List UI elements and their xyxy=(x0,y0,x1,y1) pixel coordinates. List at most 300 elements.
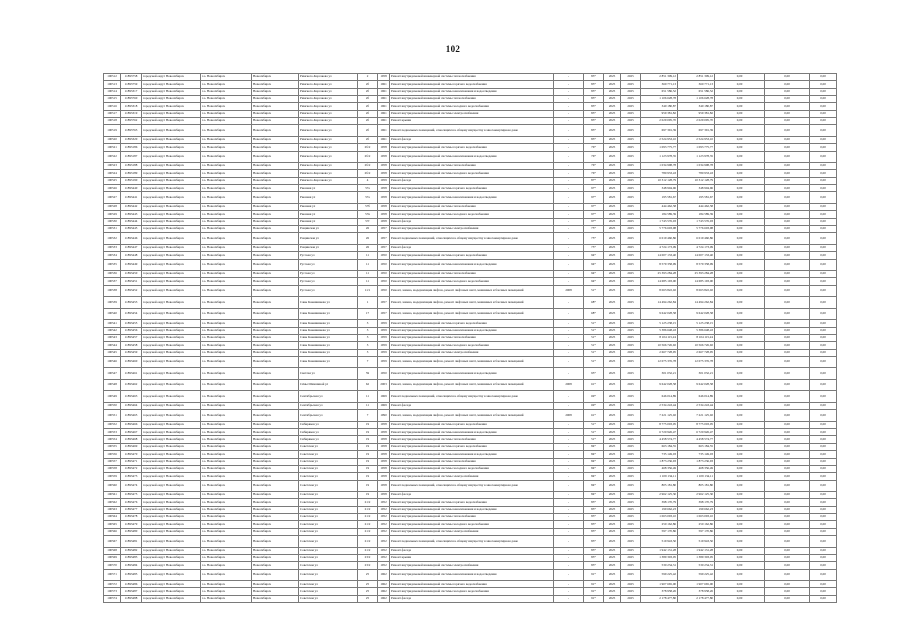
street-cell: Римского-Корсакова ул xyxy=(299,103,358,110)
fund-cell: 0,00 xyxy=(715,451,765,458)
code-cell: 11893451 xyxy=(121,278,142,285)
other-cell: 0,00 xyxy=(810,379,837,391)
budget-cell: 0,00 xyxy=(765,492,810,499)
other-cell: 0,00 xyxy=(810,562,837,569)
total-cost-cell: 1 034 998,78 xyxy=(678,163,715,170)
municipality-cell: городской округ Новосибирск xyxy=(142,465,201,472)
total-cost-cell: 2 851 309,12 xyxy=(678,74,715,81)
city-cell: г.о. Новосибирск xyxy=(201,349,252,356)
plan-year-cell: 2025 xyxy=(604,451,621,458)
code-cell: 11893464 xyxy=(121,402,142,409)
city-cell: г.о. Новосибирск xyxy=(201,492,252,499)
house-cell: 23/2 xyxy=(358,554,378,561)
fund-cell: 0,00 xyxy=(715,465,765,472)
fund-cell: 0,00 xyxy=(715,74,765,81)
city-cell: г.о. Новосибирск xyxy=(201,308,252,320)
year-cell: 1959 xyxy=(378,320,390,327)
work-type-cell: Ремонт фасада xyxy=(390,244,554,251)
prev-year-cell: 2008 xyxy=(554,285,584,297)
work-type-cell: Ремонт внутридомовой инженерной системы канализования и водоотведения xyxy=(390,368,554,380)
total-cost-cell: 9 642 028,58 xyxy=(678,308,715,320)
table-row xyxy=(104,356,837,368)
city-cell: г.о. Новосибирск xyxy=(201,402,252,409)
other-cell: 0,00 xyxy=(810,514,837,521)
table-row xyxy=(104,177,837,184)
year-cell: 1962 xyxy=(378,588,390,595)
locality-cell: Новосибирск xyxy=(252,211,299,218)
locality-cell: Новосибирск xyxy=(252,379,299,391)
table-row xyxy=(104,226,837,233)
prev-year-cell: - xyxy=(554,96,584,103)
area-cell: 83* xyxy=(584,103,604,110)
work-type-cell: Ремонт внутридомовой инженерной системы холодного водоснабжения xyxy=(390,278,554,285)
plan-year-cell: 2025 xyxy=(604,233,621,245)
row-id-cell: 100532 xyxy=(104,233,121,245)
municipality-cell: городской округ Новосибирск xyxy=(142,163,201,170)
cost-cell: 597 170,86 xyxy=(641,528,678,535)
end-year-cell: 2025 xyxy=(621,103,641,110)
cost-cell: 5 386 648,43 xyxy=(641,327,678,334)
cost-cell: 250 162,86 xyxy=(641,521,678,528)
budget-cell: 0,00 xyxy=(765,233,810,245)
row-id-cell: 100555 xyxy=(104,443,121,450)
total-cost-cell: 2 667 728,95 xyxy=(678,349,715,356)
year-cell: 1958 xyxy=(378,192,390,204)
other-cell: 0,00 xyxy=(810,334,837,341)
prev-year-cell: - xyxy=(554,259,584,271)
city-cell: г.о. Новосибирск xyxy=(201,271,252,278)
city-cell: г.о. Новосибирск xyxy=(201,562,252,569)
house-cell: 57а xyxy=(358,185,378,192)
house-cell: 2б xyxy=(358,88,378,95)
total-cost-cell: 1 907 665,00 xyxy=(678,581,715,588)
municipality-cell: городской округ Новосибирск xyxy=(142,233,201,245)
other-cell: 0,00 xyxy=(810,203,837,210)
house-cell: 2б/2 xyxy=(358,151,378,163)
end-year-cell: 2025 xyxy=(621,259,641,271)
total-cost-cell: 444 462,58 xyxy=(678,203,715,210)
municipality-cell: городской округ Новосибирск xyxy=(142,473,201,480)
street-cell: Рощинская ул xyxy=(299,233,358,245)
plan-year-cell: 2025 xyxy=(604,410,621,422)
plan-year-cell: 2025 xyxy=(604,252,621,259)
prev-year-cell: - xyxy=(554,547,584,554)
total-cost-cell: 9 642 028,58 xyxy=(678,379,715,391)
plan-year-cell: 2025 xyxy=(604,151,621,163)
row-id-cell: 100519 xyxy=(104,125,121,137)
street-cell: Рионная ул xyxy=(299,192,358,204)
other-cell: 0,00 xyxy=(810,170,837,177)
table-row xyxy=(104,429,837,436)
work-type-cell: Ремонт внутридомовой инженерной системы канализования и водоотведения xyxy=(390,429,554,436)
fund-cell: 0,00 xyxy=(715,211,765,218)
municipality-cell: городской округ Новосибирск xyxy=(142,436,201,443)
budget-cell: 0,00 xyxy=(765,136,810,143)
cost-cell: 780 933,43 xyxy=(641,170,678,177)
city-cell: г.о. Новосибирск xyxy=(201,320,252,327)
area-cell: 91* xyxy=(584,595,604,602)
row-id-cell: 100512 xyxy=(104,74,121,81)
plan-year-cell: 2025 xyxy=(604,547,621,554)
other-cell: 0,00 xyxy=(810,244,837,251)
total-cost-cell: 301 032,21 xyxy=(678,368,715,380)
street-cell: Римского-Корсакова ул xyxy=(299,144,358,151)
budget-cell: 0,00 xyxy=(765,185,810,192)
cost-cell: 1 873 236,93 xyxy=(641,458,678,465)
fund-cell: 0,00 xyxy=(715,177,765,184)
other-cell: 0,00 xyxy=(810,96,837,103)
area-cell: 84* xyxy=(584,443,604,450)
budget-cell: 0,00 xyxy=(765,96,810,103)
work-type-cell: Ремонт внутридомовой инженерной системы теплоснабжения xyxy=(390,74,554,81)
code-cell: 11893485 xyxy=(121,569,142,581)
table-row xyxy=(104,144,837,151)
other-cell: 0,00 xyxy=(810,349,837,356)
area-cell: 83* xyxy=(584,521,604,528)
street-cell: Рионная ул xyxy=(299,218,358,225)
house-cell: 11 xyxy=(358,402,378,409)
work-type-cell: Ремонт внутридомовой инженерной системы холодного водоснабжения xyxy=(390,465,554,472)
cost-cell: 199 662,23 xyxy=(641,506,678,513)
work-type-cell: Ремонт, замена, модернизация лифтов, ремонт лифтовых шахт, машинных и блочных помещений xyxy=(390,379,554,391)
prev-year-cell: - xyxy=(554,514,584,521)
work-type-cell: Ремонт фасада xyxy=(390,177,554,184)
prev-year-cell: - xyxy=(554,458,584,465)
table-row xyxy=(104,528,837,535)
fund-cell: 0,00 xyxy=(715,506,765,513)
end-year-cell: 2025 xyxy=(621,379,641,391)
city-cell: г.о. Новосибирск xyxy=(201,356,252,368)
locality-cell: Новосибирск xyxy=(252,342,299,349)
cost-cell: 9 642 028,58 xyxy=(641,379,678,391)
year-cell: 1958 xyxy=(378,163,390,170)
city-cell: г.о. Новосибирск xyxy=(201,514,252,521)
street-cell: Рионная ул xyxy=(299,203,358,210)
locality-cell: Новосибирск xyxy=(252,465,299,472)
area-cell: 69* xyxy=(584,391,604,403)
house-cell: 19 xyxy=(358,458,378,465)
end-year-cell: 2025 xyxy=(621,473,641,480)
street-cell: Советская ул xyxy=(299,458,358,465)
year-cell: 1957 xyxy=(378,226,390,233)
year-cell: 1958 xyxy=(378,218,390,225)
table-row xyxy=(104,88,837,95)
city-cell: г.о. Новосибирск xyxy=(201,528,252,535)
work-type-cell: Ремонт внутридомовой инженерной системы канализования и водоотведения xyxy=(390,451,554,458)
street-cell: Сибиряков ул xyxy=(299,436,358,443)
municipality-cell: городской округ Новосибирск xyxy=(142,421,201,428)
other-cell: 0,00 xyxy=(810,233,837,245)
city-cell: г.о. Новосибирск xyxy=(201,473,252,480)
end-year-cell: 2025 xyxy=(621,536,641,548)
total-cost-cell: 2 029 095,70 xyxy=(678,118,715,125)
city-cell: г.о. Новосибирск xyxy=(201,436,252,443)
cost-cell: 8 063 822,02 xyxy=(641,285,678,297)
prev-year-cell: - xyxy=(554,499,584,506)
row-id-cell: 100529 xyxy=(104,211,121,218)
total-cost-cell: 360 771,13 xyxy=(678,81,715,88)
code-cell: 11893466 xyxy=(121,421,142,428)
year-cell: 1961 xyxy=(378,110,390,117)
work-type-cell: Ремонт внутридомовой инженерной системы горячего водоснабжения xyxy=(390,581,554,588)
table-row xyxy=(104,480,837,492)
municipality-cell: городской округ Новосибирск xyxy=(142,74,201,81)
other-cell: 0,00 xyxy=(810,74,837,81)
budget-cell: 0,00 xyxy=(765,88,810,95)
locality-cell: Новосибирск xyxy=(252,473,299,480)
cost-cell: 530 234,31 xyxy=(641,562,678,569)
end-year-cell: 2025 xyxy=(621,554,641,561)
total-cost-cell: 519 943,50 xyxy=(678,536,715,548)
code-cell: 11893320 xyxy=(121,136,142,143)
row-id-cell: 100560 xyxy=(104,480,121,492)
row-id-cell: 100566 xyxy=(104,528,121,535)
prev-year-cell: - xyxy=(554,451,584,458)
year-cell: 1958 xyxy=(378,480,390,492)
plan-year-cell: 2025 xyxy=(604,185,621,192)
end-year-cell: 2025 xyxy=(621,218,641,225)
row-id-cell: 100534 xyxy=(104,252,121,259)
other-cell: 0,00 xyxy=(810,492,837,499)
end-year-cell: 2025 xyxy=(621,233,641,245)
table-row xyxy=(104,110,837,117)
total-cost-cell: 184 589,39 xyxy=(678,211,715,218)
cost-cell: 1 123 978,35 xyxy=(641,151,678,163)
street-cell: Советская ул xyxy=(299,588,358,595)
work-type-cell: Ремонт внутридомовой инженерной системы холодного водоснабжения xyxy=(390,170,554,177)
row-id-cell: 100557 xyxy=(104,458,121,465)
code-cell: 11893471 xyxy=(121,458,142,465)
end-year-cell: 2025 xyxy=(621,499,641,506)
work-type-cell: Ремонт внутридомовой инженерной системы канализования и водоотведения xyxy=(390,151,554,163)
house-cell: 7 xyxy=(358,410,378,422)
end-year-cell: 2025 xyxy=(621,177,641,184)
prev-year-cell: - xyxy=(554,151,584,163)
table-row xyxy=(104,136,837,143)
house-cell: 11 xyxy=(358,271,378,278)
municipality-cell: городской округ Новосибирск xyxy=(142,506,201,513)
other-cell: 0,00 xyxy=(810,125,837,137)
budget-cell: 0,00 xyxy=(765,536,810,548)
fund-cell: 0,00 xyxy=(715,528,765,535)
area-cell: 83* xyxy=(584,96,604,103)
area-cell: 83* xyxy=(584,110,604,117)
fund-cell: 0,00 xyxy=(715,569,765,581)
fund-cell: 0,00 xyxy=(715,356,765,368)
other-cell: 0,00 xyxy=(810,402,837,409)
total-cost-cell: 468 356,49 xyxy=(678,465,715,472)
plan-year-cell: 2025 xyxy=(604,391,621,403)
area-cell: 83* xyxy=(584,562,604,569)
total-cost-cell: 4 458 574,77 xyxy=(678,436,715,443)
year-cell: 1959 xyxy=(378,334,390,341)
row-id-cell: 100526 xyxy=(104,185,121,192)
row-id-cell: 100539 xyxy=(104,297,121,309)
city-cell: г.о. Новосибирск xyxy=(201,118,252,125)
code-cell: 11893478 xyxy=(121,514,142,521)
budget-cell: 0,00 xyxy=(765,402,810,409)
municipality-cell: городской округ Новосибирск xyxy=(142,144,201,151)
plan-year-cell: 2025 xyxy=(604,521,621,528)
table-row xyxy=(104,421,837,428)
area-cell: 94* xyxy=(584,271,604,278)
work-type-cell: Ремонт внутридомовой инженерной системы теплоснабжения xyxy=(390,514,554,521)
area-cell: 61* xyxy=(584,410,604,422)
house-cell: 62 xyxy=(358,379,378,391)
house-cell: 3 xyxy=(358,327,378,334)
end-year-cell: 2025 xyxy=(621,342,641,349)
cost-cell: 1 109 134,11 xyxy=(641,473,678,480)
budget-cell: 0,00 xyxy=(765,547,810,554)
house-cell: 19 xyxy=(358,465,378,472)
code-cell: 11893480 xyxy=(121,528,142,535)
cost-cell: 651 586,52 xyxy=(641,88,678,95)
budget-cell: 0,00 xyxy=(765,581,810,588)
house-cell: 2б xyxy=(358,125,378,137)
total-cost-cell: 959 381,82 xyxy=(678,110,715,117)
prev-year-cell: - xyxy=(554,595,584,602)
cost-cell: 360 771,13 xyxy=(641,81,678,88)
other-cell: 0,00 xyxy=(810,554,837,561)
year-cell: 1950 xyxy=(378,285,390,297)
total-cost-cell: 1 106 628,78 xyxy=(678,96,715,103)
cost-cell: 2 029 095,70 xyxy=(641,118,678,125)
year-cell: 1957 xyxy=(378,244,390,251)
other-cell: 0,00 xyxy=(810,185,837,192)
budget-cell: 0,00 xyxy=(765,285,810,297)
total-cost-cell: 348 904,96 xyxy=(678,185,715,192)
code-cell: 11893475 xyxy=(121,492,142,499)
budget-cell: 0,00 xyxy=(765,443,810,450)
code-cell: 11893444 xyxy=(121,218,142,225)
other-cell: 0,00 xyxy=(810,327,837,334)
locality-cell: Новосибирск xyxy=(252,226,299,233)
table-row xyxy=(104,192,837,204)
year-cell: 1952 xyxy=(378,562,390,569)
prev-year-cell: - xyxy=(554,429,584,436)
year-cell: 1959 xyxy=(378,177,390,184)
prev-year-cell: 2008 xyxy=(554,410,584,422)
area-cell: 84* xyxy=(584,480,604,492)
fund-cell: 0,00 xyxy=(715,103,765,110)
plan-year-cell: 2025 xyxy=(604,562,621,569)
table-row xyxy=(104,569,837,581)
municipality-cell: городской округ Новосибирск xyxy=(142,402,201,409)
plan-year-cell: 2025 xyxy=(604,327,621,334)
area-cell: 83* xyxy=(584,74,604,81)
work-type-cell: Ремонт внутридомовой инженерной системы теплоснабжения xyxy=(390,203,554,210)
fund-cell: 0,00 xyxy=(715,151,765,163)
house-cell: 11 xyxy=(358,278,378,285)
prev-year-cell: - xyxy=(554,356,584,368)
row-id-cell: 100559 xyxy=(104,473,121,480)
city-cell: г.о. Новосибирск xyxy=(201,151,252,163)
budget-cell: 0,00 xyxy=(765,379,810,391)
fund-cell: 0,00 xyxy=(715,285,765,297)
other-cell: 0,00 xyxy=(810,506,837,513)
table-row xyxy=(104,473,837,480)
year-cell: 1958 xyxy=(378,451,390,458)
year-cell: 1957 xyxy=(378,297,390,309)
area-cell: 95* xyxy=(584,368,604,380)
total-cost-cell: 2 534 243,44 xyxy=(678,402,715,409)
street-cell: Сибиряков ул xyxy=(299,429,358,436)
city-cell: г.о. Новосибирск xyxy=(201,74,252,81)
locality-cell: Новосибирск xyxy=(252,163,299,170)
city-cell: г.о. Новосибирск xyxy=(201,88,252,95)
year-cell: 1959 xyxy=(378,356,390,368)
total-cost-cell: 1 123 978,35 xyxy=(678,151,715,163)
end-year-cell: 2025 xyxy=(621,327,641,334)
budget-cell: 0,00 xyxy=(765,203,810,210)
prev-year-cell: - xyxy=(554,103,584,110)
area-cell: 91* xyxy=(584,581,604,588)
city-cell: г.о. Новосибирск xyxy=(201,177,252,184)
area-cell: 76* xyxy=(584,144,604,151)
plan-year-cell: 2025 xyxy=(604,211,621,218)
row-id-cell: 100563 xyxy=(104,506,121,513)
area-cell: 84* xyxy=(584,458,604,465)
city-cell: г.о. Новосибирск xyxy=(201,421,252,428)
city-cell: г.о. Новосибирск xyxy=(201,185,252,192)
locality-cell: Новосибирск xyxy=(252,278,299,285)
locality-cell: Новосибирск xyxy=(252,252,299,259)
fund-cell: 0,00 xyxy=(715,458,765,465)
house-cell: 26 xyxy=(358,244,378,251)
street-cell: Советская ул xyxy=(299,536,358,548)
fund-cell: 0,00 xyxy=(715,391,765,403)
row-id-cell: 100520 xyxy=(104,136,121,143)
locality-cell: Новосибирск xyxy=(252,177,299,184)
house-cell: 2б/2 xyxy=(358,163,378,170)
municipality-cell: городской округ Новосибирск xyxy=(142,244,201,251)
code-cell: 11893763 xyxy=(121,125,142,137)
cost-cell: 10 566 726,92 xyxy=(641,342,678,349)
work-type-cell: Ремонт внутридомовой инженерной системы канализования и водоотведения xyxy=(390,88,554,95)
area-cell: 51* xyxy=(584,429,604,436)
end-year-cell: 2025 xyxy=(621,421,641,428)
year-cell: 1958 xyxy=(378,458,390,465)
code-cell: 11893449 xyxy=(121,259,142,271)
prev-year-cell: - xyxy=(554,218,584,225)
area-cell: 51* xyxy=(584,436,604,443)
budget-cell: 0,00 xyxy=(765,278,810,285)
city-cell: г.о. Новосибирск xyxy=(201,465,252,472)
city-cell: г.о. Новосибирск xyxy=(201,480,252,492)
municipality-cell: городской округ Новосибирск xyxy=(142,81,201,88)
municipality-cell: городской округ Новосибирск xyxy=(142,391,201,403)
table-row xyxy=(104,118,837,125)
municipality-cell: городской округ Новосибирск xyxy=(142,334,201,341)
total-cost-cell: 780 933,43 xyxy=(678,170,715,177)
city-cell: г.о. Новосибирск xyxy=(201,429,252,436)
plan-year-cell: 2025 xyxy=(604,218,621,225)
code-cell: 11893486 xyxy=(121,581,142,588)
street-cell: Русская ул xyxy=(299,285,358,297)
work-type-cell: Ремонт фасада xyxy=(390,547,554,554)
cost-cell: 6 019 460,86 xyxy=(641,233,678,245)
area-cell: 83* xyxy=(584,499,604,506)
city-cell: г.о. Новосибирск xyxy=(201,103,252,110)
city-cell: г.о. Новосибирск xyxy=(201,595,252,602)
other-cell: 0,00 xyxy=(810,528,837,535)
fund-cell: 0,00 xyxy=(715,259,765,271)
prev-year-cell: - xyxy=(554,402,584,409)
row-id-cell: 100525 xyxy=(104,177,121,184)
cost-cell: 1 034 998,78 xyxy=(641,163,678,170)
other-cell: 0,00 xyxy=(810,391,837,403)
code-cell: 11893465 xyxy=(121,410,142,422)
